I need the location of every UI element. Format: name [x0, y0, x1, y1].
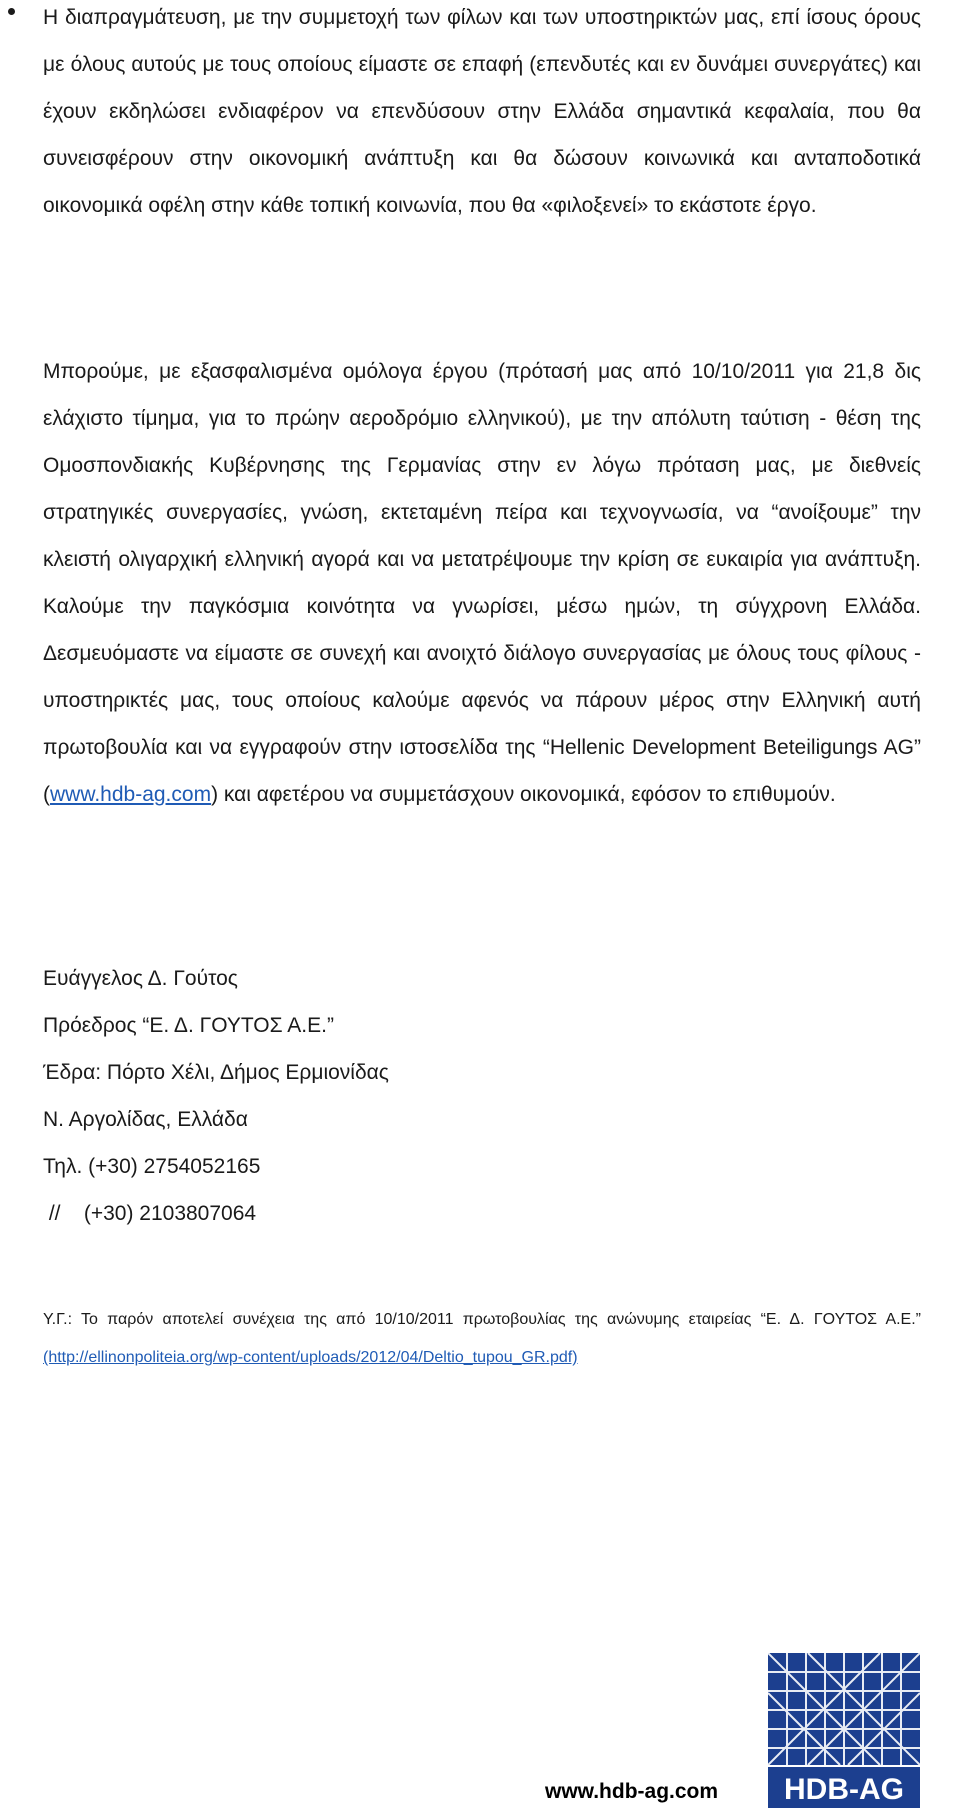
company-seat: Έδρα: Πόρτο Χέλι, Δήμος Ερμιονίδας: [43, 1061, 389, 1084]
postscript-text: Υ.Γ.: Το παρόν αποτελεί συνέχεια της από 10/10/2011 πρωτοβουλίας της ανώνυμης εταιρείας “Ε. Δ. ΓΟΥΤΟΣ Α.Ε.”: [43, 1311, 921, 1328]
paragraph-proposal-text: Μπορούμε, με εξασφαλισμένα ομόλογα έργου (πρότασή μας από 10/10/2011 για 21,8 δις ελάχιστο τίμημα, για το πρώην αεροδρόμιο ελληνικού), με την απόλυτη ταύτιση - θέση της Ομοσπονδιακής Κυβέρνησης της Γερμανίας στην εν λόγω πρόταση μας, με διεθνείς στρατηγικές συνεργασίες, γνώση, εκτεταμένη πείρα και τεχνογνωσία, να “ανοίξουμε” την κλειστή ολιγαρχική ελληνική αγορά και να μετατρέψουμε την κρίση σε ευκαιρία για ανάπτυξη. Καλούμε την παγκόσμια κοινότητα να γνωρίσει, μέσω ημών, τη σύγχρονη Ελλάδα. Δεσμευόμαστε να είμαστε σε συνεχή και ανοιχτό διάλογο συνεργασίας με όλους τους φίλους - υποστηρικτές μας, τους οποίους καλούμε αφενός να πάρουν μέρος στην Ελληνική αυτή πρωτοβουλία και να εγγραφούν στην ιστοσελίδα της “Hellenic Development Beteiligungs AG” (: [43, 360, 921, 806]
logo-text: HDB-AG: [784, 1773, 904, 1806]
phone-secondary: // (+30) 2103807064: [43, 1202, 257, 1225]
signatory-title: Πρόεδρος “Ε. Δ. ΓΟΥΤΟΣ Α.Ε.”: [43, 1014, 334, 1037]
hdb-ag-logo: [768, 1653, 920, 1808]
paragraph-proposal-text-end: ) και αφετέρου να συμμετάσχουν οικονομικά, εφόσον το επιθυμούν.: [211, 783, 836, 806]
paragraph-proposal: [43, 348, 921, 818]
paragraph-negotiation: Η διαπραγμάτευση, με την συμμετοχή των φίλων και των υποστηρικτών μας, επί ίσους όρους με όλους αυτούς με τους οποίους είμαστε σε επαφή (επενδυτές και εν δυνάμει συνεργάτες) και έχουν εκδηλώσει ενδιαφέρον να επενδύσουν στην Ελλάδα σημαντικά κεφαλαία, που θα συνεισφέρουν στην οικονομική ανάπτυξη και θα δώσουν κοινωνικά και ανταποδοτικά οικονομικά οφέλη στην κάθε τοπική κοινωνία, που θα «φιλοξενεί» το εκάστοτε έργο.: [43, 6, 921, 217]
bullet-point: [8, 8, 15, 15]
website-link[interactable]: www.hdb-ag.com: [50, 783, 212, 806]
signatory-name: Ευάγγελος Δ. Γούτος: [43, 967, 238, 990]
logo-grid-icon: [768, 1653, 920, 1765]
signature-block: [43, 955, 643, 1237]
company-region: Ν. Αργολίδας, Ελλάδα: [43, 1108, 248, 1131]
postscript: [43, 1301, 921, 1377]
press-release-link[interactable]: (http://ellinonpoliteia.org/wp-content/uploads/2012/04/Deltio_tupou_GR.pdf): [43, 1349, 578, 1366]
footer-website-url: www.hdb-ag.com: [545, 1780, 719, 1803]
phone-primary: Τηλ. (+30) 2754052165: [43, 1155, 261, 1178]
